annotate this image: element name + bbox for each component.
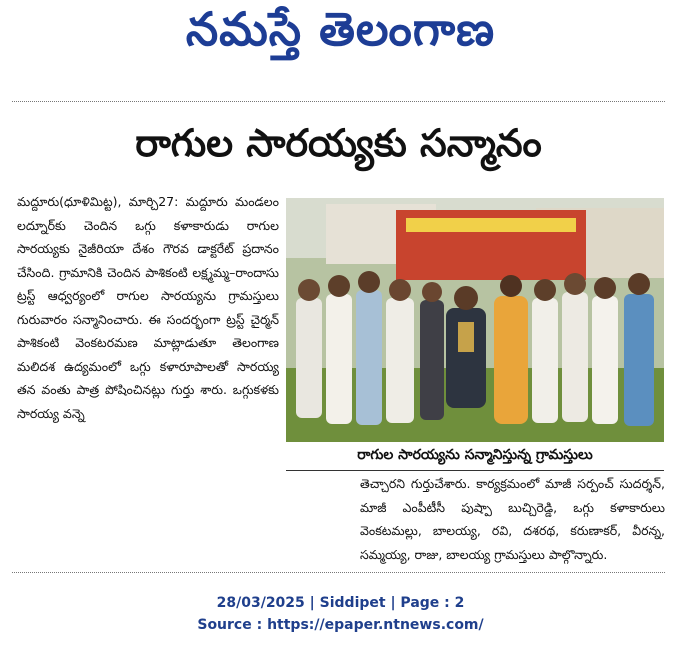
body-paragraph: మద్దూరు(ధూళిమిట్ట), మార్చి27: మద్దూరు మండలం లద్నూర్‌కు చెందిన ఒగ్గు కళాకారుడు రాగుల సారయ్యకు నైజీరియా దేశం గౌరవ డాక్టరేట్ ప్రదానం చేసింది. గ్రామానికి చెందిన పాశికంటి లక్ష్మమ్మ–రాందాసు ట్రస్ట్ ఆధ్వర్యంలో రాగుల సారయ్యను గ్రామస్తులు గురువారం సన్మానించారు. ఈ సందర్భంగా ట్రస్ట్ చైర్మన్ పాశికంటి వెంకటరమణ మాట్లాడుతూ తెలంగాణ మలిదశ ఉద్యమంలో ఒగ్గు కళారూపాలతో సారయ్య తన వంతు పాత్ర పోషించినట్లు గుర్తు శారు. ఒగ్గుకళకు సారయ్య వన్నె <box>17 194 279 421</box>
news-clipping <box>12 101 665 573</box>
photo-caption <box>286 442 664 471</box>
caption-text: రాగుల సారయ్యను సన్మానిస్తున్న గ్రామస్తులు <box>357 446 593 463</box>
body-paragraph: తెచ్చారని గుర్తుచేశారు. కార్యక్రమంలో మాజీ సర్పంచ్ సుదర్శన్, మాజీ ఎంపీటీసీ పుష్పా బుచ్చిరెడ్డి, ఒగ్గు కళాకారులు వెంకటమల్లు, బాలయ్య, రవి, దశరథ, కరుణాకర్, వీరన్న, సమ్మయ్య, రాజు, బాలయ్య గ్రామస్తులు పాల్గొన్నారు. <box>360 476 665 562</box>
article-body-right <box>360 472 665 566</box>
date-edition-page: 28/03/2025 | Siddipet | Page : 2 <box>216 595 465 611</box>
newspaper-title: నమస్తే తెలంగాణ <box>185 2 496 56</box>
source-link: Source : https://epaper.ntnews.com/ <box>197 617 484 633</box>
article-photo <box>286 198 664 442</box>
group-photo-image <box>286 198 664 442</box>
article-headline <box>12 108 665 188</box>
article-body-left <box>17 190 279 425</box>
masthead <box>0 2 681 68</box>
headline-text: రాగుల సారయ్యకు సన్మానం <box>135 121 542 165</box>
page-footer <box>0 592 681 636</box>
